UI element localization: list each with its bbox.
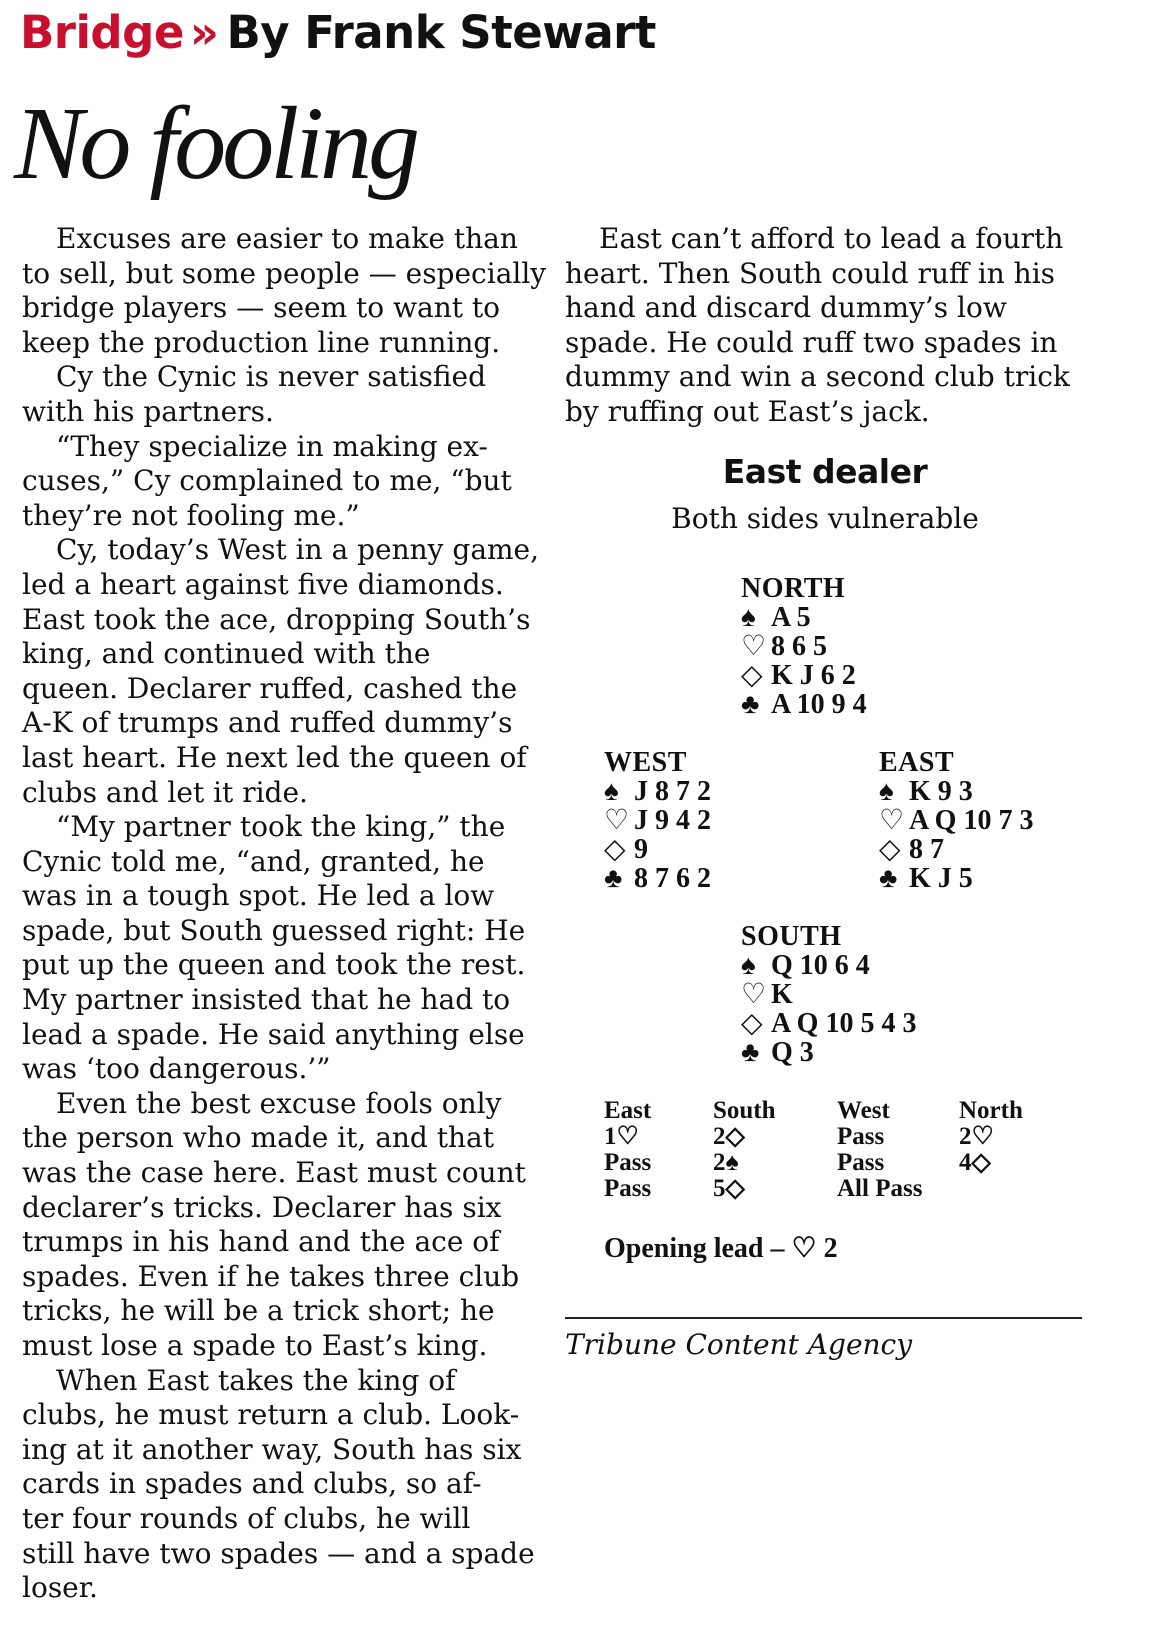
diamonds-holding: ◇ 8 7: [879, 834, 944, 865]
bid: All Pass: [837, 1175, 923, 1202]
paragraph: [22, 533, 540, 810]
header-separator: »: [189, 6, 219, 59]
opening-lead: Opening lead – ♡ 2: [604, 1233, 838, 1264]
bid: 2♠: [713, 1149, 739, 1176]
bid: 5◇: [713, 1175, 745, 1202]
text-line: by ruffing out East’s jack.: [565, 394, 930, 428]
text-line: spade. He could ruff two spades in: [565, 325, 1058, 359]
hearts-holding: ♡ J 9 4 2: [604, 805, 711, 836]
text-line: lead a spade. He said anything else: [22, 1017, 525, 1051]
hand-north: [741, 574, 867, 719]
text-line: was the case here. East must count: [22, 1156, 526, 1190]
dealer-heading: East dealer: [722, 452, 928, 491]
text-line: ter four rounds of clubs, he will: [22, 1501, 471, 1535]
spades-holding: ♠ Q 10 6 4: [741, 950, 870, 981]
bid: Pass: [604, 1149, 652, 1176]
text-line: king, and continued with the: [22, 637, 431, 671]
text-line: spade, but South guessed right: He: [22, 913, 526, 947]
diamonds-holding: ◇ 9: [604, 834, 648, 865]
text-line: keep the production line running.: [22, 325, 501, 359]
spade-icon: ♠: [604, 776, 619, 807]
paragraph: [22, 810, 537, 1087]
text-line: “My partner took the king,” the: [56, 810, 506, 844]
club-icon: ♣: [741, 689, 760, 720]
text-line: ing at it another way, South has six: [22, 1432, 522, 1466]
paragraph: [22, 360, 537, 429]
spades-holding: ♠ A 5: [741, 602, 811, 633]
vulnerability: Both sides vulnerable: [671, 502, 979, 535]
diamond-icon: ◇: [879, 834, 901, 865]
diamonds-holding: ◇ A Q 10 5 4 3: [741, 1008, 917, 1039]
text-line: cards in spades and clubs, so af-: [22, 1467, 482, 1501]
hand-west: [604, 748, 711, 893]
text-line: clubs and let it ride.: [22, 775, 308, 809]
bidding-column-north: [959, 1098, 1023, 1176]
bid: 1♡: [604, 1123, 639, 1150]
spades-holding: ♠ J 8 7 2: [604, 776, 711, 807]
bid: 4◇: [959, 1149, 991, 1176]
bid: 2♡: [959, 1123, 994, 1150]
hearts-holding: ♡ A Q 10 7 3: [879, 805, 1034, 836]
byline: By Frank Stewart: [226, 6, 656, 59]
spade-icon: ♠: [879, 776, 894, 807]
clubs-holding: ♣ A 10 9 4: [741, 689, 867, 720]
hand-label: EAST: [879, 747, 955, 778]
divider: [565, 1317, 1082, 1319]
bidding-column-east: [604, 1098, 651, 1202]
bid: 2◇: [713, 1123, 745, 1150]
club-icon: ♣: [879, 863, 898, 894]
text-line: When East takes the king of: [56, 1363, 456, 1397]
bidding-column-west: [837, 1098, 922, 1202]
text-line: cuses,” Cy complained to me, “but: [22, 464, 512, 498]
hand-label: NORTH: [741, 573, 846, 604]
bid: Pass: [604, 1175, 652, 1202]
club-icon: ♣: [604, 863, 623, 894]
text-line: A-K of trumps and ruffed dummy’s: [22, 706, 513, 740]
bid: Pass: [837, 1123, 885, 1150]
text-line: spades. Even if he takes three club: [22, 1259, 520, 1293]
hearts-holding: ♡ 8 6 5: [741, 631, 827, 662]
heart-icon: ♡: [741, 979, 767, 1010]
diamonds-holding: ◇ K J 6 2: [741, 660, 856, 691]
hand-label: SOUTH: [741, 921, 842, 952]
column-header: [20, 2, 656, 64]
diamond-icon: ◇: [604, 834, 626, 865]
paragraph: [22, 1087, 537, 1364]
bidding-column-south: [713, 1098, 776, 1202]
heart-icon: ♡: [879, 805, 905, 836]
text-line: with his partners.: [22, 394, 274, 428]
text-line: Cy, today’s West in a penny game,: [56, 533, 540, 567]
text-line: Cynic told me, “and, granted, he: [22, 844, 485, 878]
text-line: queen. Declarer ruffed, cashed the: [22, 671, 518, 705]
text-line: declarer’s tricks. Declarer has six: [22, 1190, 502, 1224]
text-line: East took the ace, dropping South’s: [22, 602, 531, 636]
hearts-holding: ♡ K: [741, 979, 793, 1010]
text-line: the person who made it, and that: [22, 1121, 494, 1155]
clubs-holding: ♣ K J 5: [879, 863, 973, 894]
headline: No fooling: [14, 86, 417, 201]
hand-label: WEST: [604, 747, 687, 778]
text-line: Cy the Cynic is never satisfied: [56, 360, 487, 394]
text-line: Excuses are easier to make than: [56, 222, 518, 255]
spade-icon: ♠: [741, 950, 756, 981]
club-icon: ♣: [741, 1037, 760, 1068]
text-line: My partner insisted that he had to: [22, 983, 511, 1017]
text-line: trumps in his hand and the ace of: [22, 1225, 500, 1259]
text-line: “They specialize in making ex-: [56, 429, 488, 463]
text-line: led a heart against five diamonds.: [22, 567, 504, 601]
heart-icon: ♡: [604, 805, 630, 836]
text-line: last heart. He next led the queen of: [22, 740, 527, 774]
hand-south: [741, 922, 916, 1067]
text-line: to sell, but some people — especially: [22, 256, 547, 290]
article-body-right: [565, 222, 1085, 430]
bid-header: South: [713, 1097, 776, 1124]
section-name: Bridge: [20, 6, 184, 59]
text-line: East can’t afford to lead a fourth: [599, 222, 1064, 255]
text-line: must lose a spade to East’s king.: [22, 1329, 488, 1362]
text-line: dummy and win a second club trick: [565, 360, 1070, 394]
text-line: heart. Then South could ruff in his: [565, 256, 1056, 290]
text-line: put up the queen and took the rest.: [22, 948, 526, 982]
bid-header: North: [959, 1097, 1023, 1124]
bid-header: West: [837, 1097, 890, 1124]
text-line: bridge players — seem to want to: [22, 291, 501, 325]
clubs-holding: ♣ 8 7 6 2: [604, 863, 711, 894]
text-line: Even the best excuse fools only: [56, 1086, 502, 1120]
credit-line: Tribune Content Agency: [565, 1328, 913, 1361]
text-line: was in a tough spot. He led a low: [22, 879, 495, 913]
paragraph: [22, 1364, 537, 1606]
diamond-icon: ◇: [741, 1008, 763, 1039]
diamond-icon: ◇: [741, 660, 763, 691]
clubs-holding: ♣ Q 3: [741, 1037, 814, 1068]
text-line: was ‘too dangerous.’”: [22, 1052, 331, 1086]
spades-holding: ♠ K 9 3: [879, 776, 973, 807]
spade-icon: ♠: [741, 602, 756, 633]
article-body-left: [22, 222, 547, 1606]
paragraph: [22, 222, 547, 360]
paragraph: [22, 430, 537, 534]
text-line: hand and discard dummy’s low: [565, 291, 1007, 325]
bid-header: East: [604, 1097, 652, 1124]
heart-icon: ♡: [741, 631, 767, 662]
text-line: loser.: [22, 1571, 98, 1605]
bid: Pass: [837, 1149, 885, 1176]
hand-east: [879, 748, 1033, 893]
text-line: clubs, he must return a club. Look-: [22, 1398, 520, 1432]
text-line: tricks, he will be a trick short; he: [22, 1294, 495, 1328]
text-line: they’re not fooling me.”: [22, 498, 360, 532]
text-line: still have two spades — and a spade: [22, 1536, 535, 1570]
